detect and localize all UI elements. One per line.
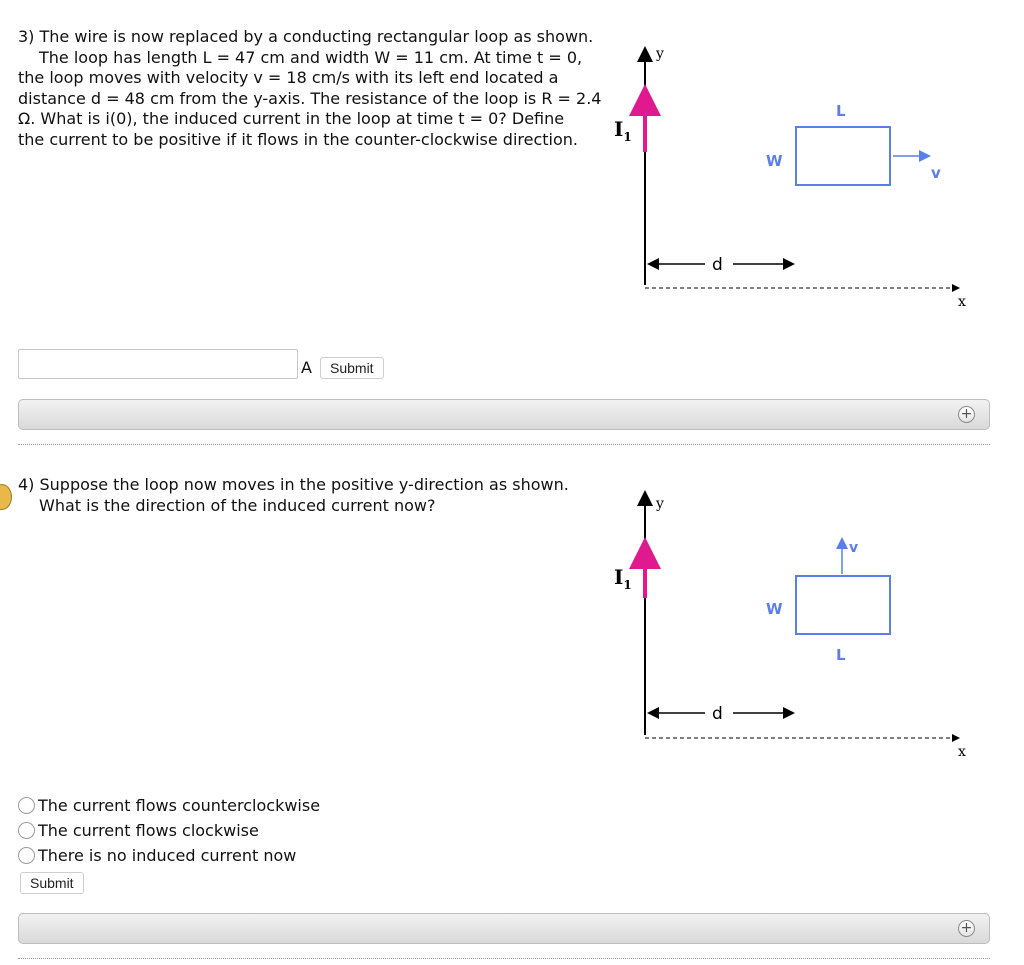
q3-line: The loop has length L = 47 cm and width W = 11 cm. At time t = 0, — [39, 47, 583, 67]
option-label: The current flows counterclockwise — [38, 796, 321, 815]
q3-line: Ω. What is i(0), the induced current in the loop at time t = 0? Define — [18, 109, 565, 128]
q3-line: the loop moves with velocity v = 18 cm/s with its left end located a — [18, 68, 559, 87]
distance-label: d — [712, 255, 723, 275]
expand-icon[interactable]: + — [958, 920, 975, 937]
q4-line: What is the direction of the induced current now? — [39, 495, 436, 515]
option-label: The current flows clockwise — [38, 821, 259, 840]
loop-width-label: W — [766, 152, 783, 170]
q3-line: distance d = 48 cm from the y-axis. The resistance of the loop is R = 2.4 — [18, 88, 602, 108]
distance-label: d — [712, 704, 723, 724]
option-no-current[interactable] — [18, 845, 296, 867]
loop-width-label: W — [766, 600, 783, 618]
current-label: $I_1$ — [614, 565, 632, 592]
q3-line: the current to be positive if it flows in the counter-clockwise direction. — [18, 129, 578, 149]
q4-line: 4) Suppose the loop now moves in the positive y-direction as shown. — [18, 475, 569, 494]
radio-button[interactable] — [18, 797, 35, 814]
divider — [18, 958, 990, 959]
expand-icon[interactable]: + — [958, 406, 975, 423]
submit-button-q4[interactable]: Submit — [20, 872, 84, 894]
x-axis-label: x — [958, 294, 966, 310]
x-axis-label: x — [958, 744, 966, 760]
unit-label: A — [301, 358, 312, 377]
radio-button[interactable] — [18, 847, 35, 864]
feedback-bar-q4[interactable] — [18, 913, 990, 944]
option-clockwise[interactable] — [18, 820, 259, 842]
velocity-label: v — [849, 540, 859, 556]
option-counterclockwise[interactable] — [18, 795, 320, 817]
loop-length-label: L — [836, 102, 846, 120]
radio-button[interactable] — [18, 822, 35, 839]
loop-length-label: L — [836, 646, 846, 664]
submit-button-q3[interactable]: Submit — [320, 357, 384, 379]
velocity-label: v — [931, 164, 941, 182]
y-axis-label: y — [656, 46, 664, 62]
current-label: $I_1$ — [614, 117, 632, 144]
y-axis-label: y — [656, 496, 664, 512]
option-label: There is no induced current now — [38, 846, 297, 865]
loop-rectangle — [796, 576, 890, 634]
q3-line: 3) The wire is now replaced by a conducting rectangular loop as shown. — [18, 27, 594, 46]
